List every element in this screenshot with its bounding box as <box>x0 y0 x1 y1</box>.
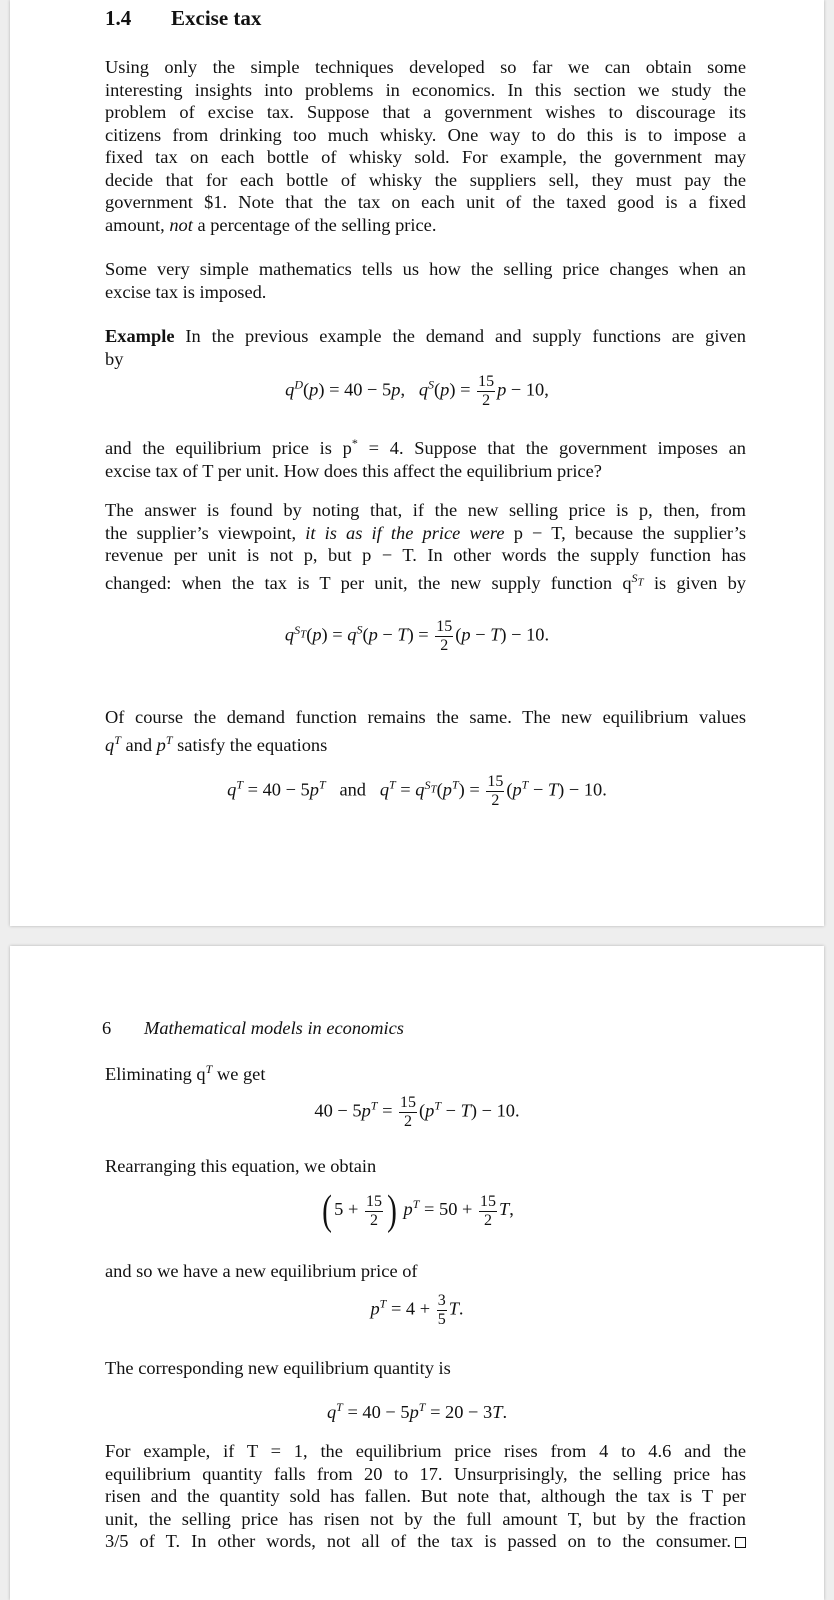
paragraph-new-price: and so we have a new equilibrium price of <box>105 1261 418 1281</box>
paragraph-demand-same <box>105 706 746 756</box>
running-head <box>102 1018 404 1039</box>
paragraph-new-quantity: The corresponding new equilibrium quantity is <box>105 1358 451 1378</box>
text-line: decide that for each bottle of whisky the suppliers sell, they must pay the <box>105 169 746 190</box>
example-label: Example <box>105 326 175 346</box>
paragraph-eliminating: Eliminating $q^T$ we get <box>105 1062 266 1085</box>
text-line: Some very simple mathematics tells us how the selling price changes when an <box>105 259 746 279</box>
text-line: Of course the demand function remains the same. The new equilibrium values <box>105 707 746 727</box>
text-line: problem of excise tax. Suppose that a government wishes to discourage its <box>105 102 746 122</box>
text-line: Using only the simple techniques developed so far we can obtain some <box>105 57 746 77</box>
qed-box-icon <box>735 1537 746 1548</box>
paragraph-mathematics <box>105 258 746 303</box>
text-line: equilibrium quantity falls from 20 to 17. Unsurprisingly, the selling price has <box>105 1463 746 1484</box>
equation-new-price: $p^T = 4$ + $\frac{3}{5}$ T. <box>370 1292 464 1328</box>
text-line: by <box>105 348 124 369</box>
equation-eliminated: $40 - 5p^T$ = $\frac{15}{2}$ $(p^T - T) - 10$. <box>314 1094 520 1130</box>
section-number: 1.4 <box>105 6 132 30</box>
section-heading <box>105 6 261 31</box>
paragraph-example <box>105 325 746 370</box>
text-line: and the equilibrium price is p* = 4. Suppose that the government imposes an <box>105 436 746 459</box>
text-line: fixed tax on each bottle of whisky sold. For example, the government may <box>105 147 746 167</box>
equation-new-supply: $q^{S_T}(p) = q^S(p - T)$ = $\frac{15}{2}$ (p − T) − 10. <box>284 618 550 654</box>
section-title: Excise tax <box>171 6 262 30</box>
paragraph-conclusion <box>105 1440 746 1553</box>
paragraph-intro <box>105 56 746 236</box>
text-line: government $1. Note that the tax on each unit of the taxed good is a fixed <box>105 192 746 212</box>
text-line: For example, if T = 1, the equilibrium price rises from 4 to 4.6 and the <box>105 1441 746 1461</box>
text-line: amount, not a percentage of the selling price. <box>105 214 437 235</box>
text-line: $q^T$ and $p^T$ satisfy the equations <box>105 732 328 755</box>
text-line: excise tax is imposed. <box>105 281 267 302</box>
text-line: excise tax of T per unit. How does this affect the equilibrium price? <box>105 460 602 481</box>
text-line: unit, the selling price has risen not by the full amount T, but by the fraction <box>105 1508 746 1529</box>
page-1 <box>10 0 824 926</box>
running-title: Mathematical models in economics <box>144 1018 404 1038</box>
paragraph-rearranging: Rearranging this equation, we obtain <box>105 1156 377 1176</box>
text-line: The answer is found by noting that, if the new selling price is p, then, from <box>105 500 746 520</box>
text-line: Example In the previous example the demand and supply functions are given <box>105 326 746 346</box>
equation-demand-supply: $q^D(p) = 40 - 5p$, $q^S(p)$ = $\frac{15}{2}$ p − 10, <box>285 373 549 409</box>
text-line: risen and the quantity sold has fallen. But note that, although the tax is T per <box>105 1486 746 1506</box>
text-line: interesting insights into problems in economics. In this section we study the <box>105 79 746 100</box>
text-line: the supplier’s viewpoint, it is as if the price were p − T, because the supplier’s <box>105 522 747 543</box>
equation-new-equilibrium: $q^T = 40 - 5p^T$ and $q^T = q^{S_T}(p^T)$ = $\frac{15}{2}$ $(p^T - T) - 10$. <box>227 773 607 809</box>
text-line: 3/5 of T. In other words, not all of the tax is passed on to the consumer. <box>105 1530 746 1553</box>
text-line: revenue per unit is not p, but p − T. In other words the supply function has <box>105 545 746 565</box>
paragraph-equilibrium <box>105 432 746 482</box>
text-line: citizens from drinking too much whisky. One way to do this is to impose a <box>105 124 746 145</box>
page-number: 6 <box>102 1018 112 1038</box>
equation-new-quantity: $q^T = 40 - 5p^T = 20 - 3T$. <box>326 1400 508 1423</box>
equation-rearranged: ( 5 + $\frac{15}{2}$ ) $p^T = 50$ + $\frac{15}{2}$ T, <box>322 1188 514 1234</box>
page-2 <box>10 946 824 1600</box>
paragraph-answer <box>105 499 746 594</box>
text-line: changed: when the tax is T per unit, the new supply function $q^{S_T}$ is given by <box>105 570 746 593</box>
